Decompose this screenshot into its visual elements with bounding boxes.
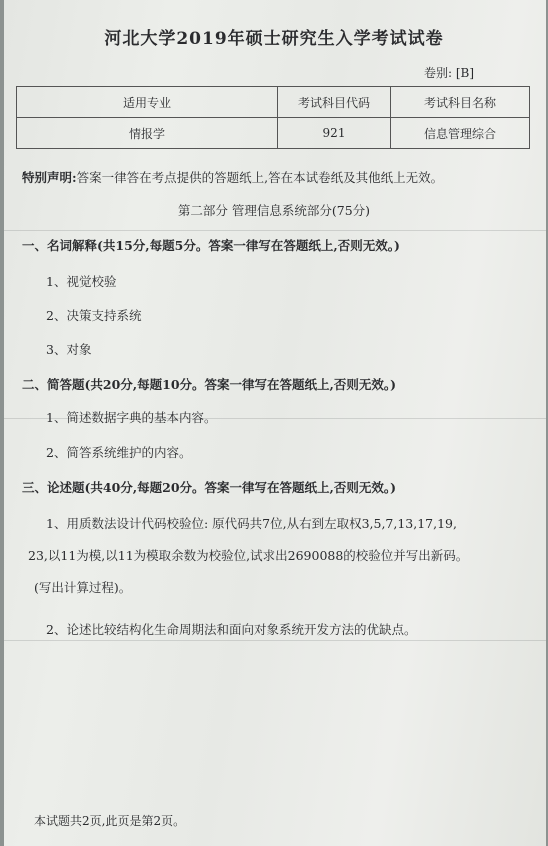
info-value-row <box>17 118 530 149</box>
section-heading: 三、论述题(共40分,每题20分。答案一律写在答题纸上,否则无效。) <box>22 480 397 495</box>
subject-value: 信息管理综合 <box>391 118 530 149</box>
major-header: 适用专业 <box>17 87 278 118</box>
question-item: 23,以11为模,以11为模取余数为校验位,试求出2690088的校验位并写出新码。 <box>28 548 469 563</box>
info-header-row <box>17 87 530 118</box>
part-title: 第二部分 管理信息系统部分(75分) <box>177 203 371 218</box>
section-heading: 二、简答题(共20分,每题10分。答案一律写在答题纸上,否则无效。) <box>22 377 397 392</box>
section-heading: 一、名词解释(共15分,每题5分。答案一律写在答题纸上,否则无效。) <box>22 238 400 253</box>
code-header: 考试科目代码 <box>278 87 391 118</box>
special-notice <box>22 168 443 186</box>
paper-type: 卷别: [B] <box>424 66 475 80</box>
question-item: 1、用质数法设计代码校验位: 原代码共7位,从右到左取权3,5,7,13,17,19, <box>46 516 457 531</box>
major-value: 情报学 <box>17 118 278 149</box>
question-item: 1、简述数据字典的基本内容。 <box>46 410 217 425</box>
notice-label: 特别声明: <box>22 170 77 185</box>
question-item: (写出计算过程)。 <box>34 580 132 595</box>
page-footer: 本试题共2页,此页是第2页。 <box>34 814 186 828</box>
exam-title: 河北大学2019年硕士研究生入学考试试卷 <box>104 29 444 49</box>
exam-info-table <box>16 86 530 149</box>
subject-header: 考试科目名称 <box>391 87 530 118</box>
question-item: 2、简答系统维护的内容。 <box>46 445 192 460</box>
question-item: 3、对象 <box>46 342 92 357</box>
code-value: 921 <box>278 118 391 149</box>
question-item: 1、视觉校验 <box>46 274 117 289</box>
question-item: 2、决策支持系统 <box>46 308 142 323</box>
notice-text: 答案一律答在考点提供的答题纸上,答在本试卷纸及其他纸上无效。 <box>76 170 444 185</box>
question-item: 2、论述比较结构化生命周期法和面向对象系统开发方法的优缺点。 <box>46 622 417 637</box>
